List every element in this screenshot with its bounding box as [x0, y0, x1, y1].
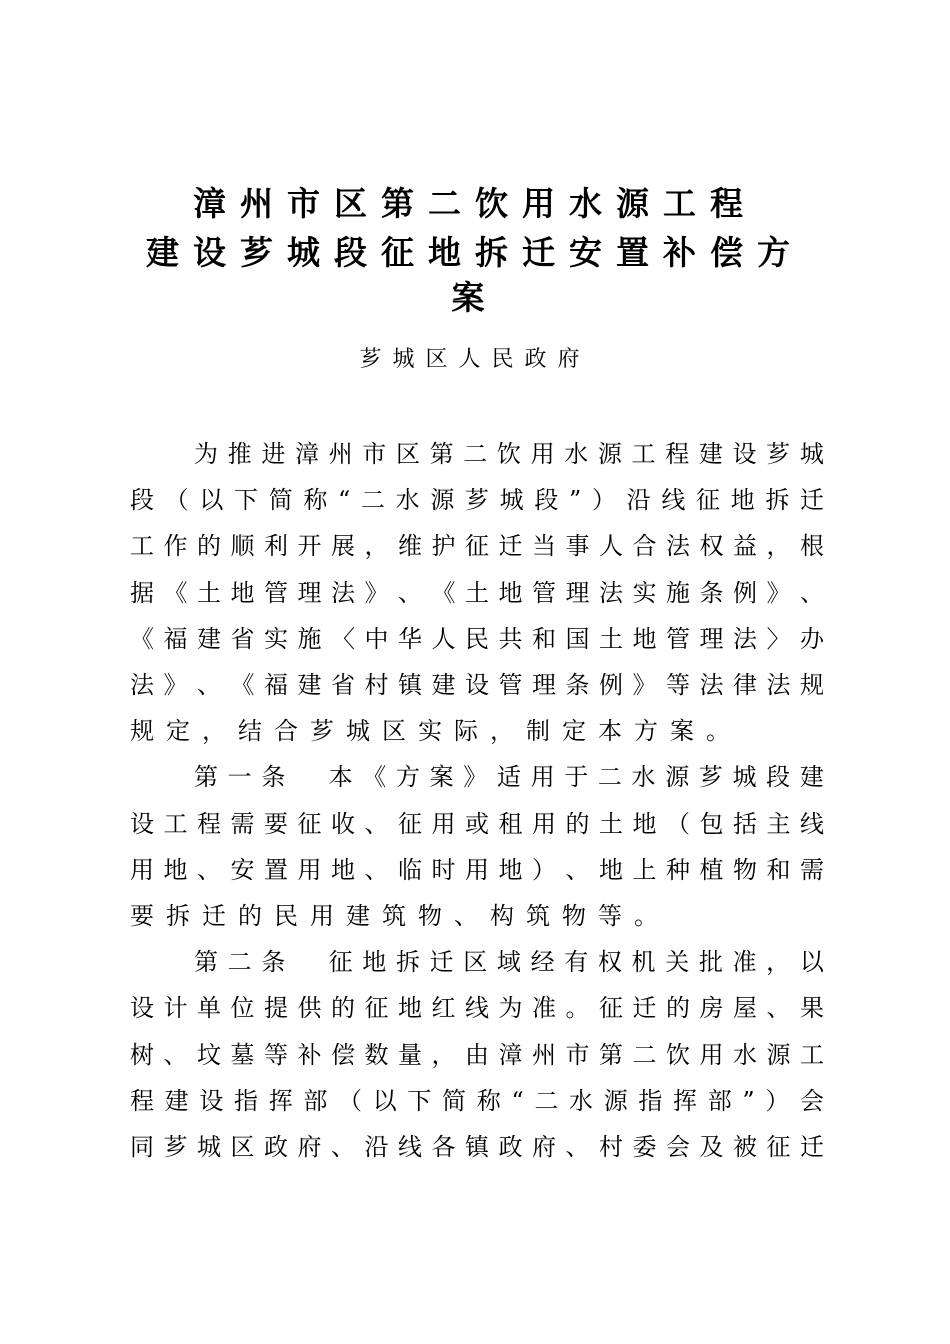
body-line: 第 二 条 征 地 拆 迁 区 域 经 有 权 机 关 批 准 ， 以: [194, 948, 824, 977]
body-line: 要 拆 迁 的 民 用 建 筑 物 、 构 筑 物 等 。: [130, 902, 658, 930]
body-line: 为 推 进 漳 州 市 区 第 二 饮 用 水 源 工 程 建 设 芗 城: [194, 440, 824, 468]
body-line: 同 芗 城 区 政 府 、 沿 线 各 镇 政 府 、 村 委 会 及 被 征 迁: [130, 1133, 824, 1161]
body-line: 设 计 单 位 提 供 的 征 地 红 线 为 准 。 征 迁 的 房 屋 、 果: [130, 994, 824, 1023]
document-title-line-2: 建设芗城段征地拆迁安置补偿方: [146, 233, 804, 272]
body-line: 设 工 程 需 要 征 收 、 征 用 或 租 用 的 土 地 （ 包 括 主 线: [130, 809, 824, 838]
body-line: 据 《 土 地 管 理 法 》 、 《 土 地 管 理 法 实 施 条 例 》 、: [130, 578, 824, 607]
body-line: 段 （ 以 下 简 称 “ 二 水 源 芗 城 段 ” ） 沿 线 征 地 拆 迁: [130, 486, 824, 515]
body-line: 用 地 、 安 置 用 地 、 临 时 用 地 ） 、 地 上 种 植 物 和 需: [130, 855, 824, 884]
body-line: 第 一 条 本 《 方 案 》 适 用 于 二 水 源 芗 城 段 建: [194, 763, 824, 792]
document-title-line-3: 案: [451, 278, 499, 317]
document-author: 芗城区人民政府: [359, 347, 591, 372]
document-title-line-1: 漳州市区第二饮用水源工程: [193, 184, 757, 223]
body-line: 规 定 ， 结 合 芗 城 区 实 际 ， 制 定 本 方 案 。: [130, 717, 730, 746]
body-line: 程 建 设 指 挥 部 （ 以 下 简 称 “ 二 水 源 指 挥 部 ” ） 会: [130, 1086, 824, 1115]
body-line: 法 》 、 《 福 建 省 村 镇 建 设 管 理 条 例 》 等 法 律 法 规: [130, 671, 824, 699]
body-line: 树 、 坟 墓 等 补 偿 数 量 ， 由 漳 州 市 第 二 饮 用 水 源 工: [130, 1040, 824, 1069]
body-line: 《 福 建 省 实 施 〈 中 华 人 民 共 和 国 土 地 管 理 法 〉 办: [130, 624, 824, 653]
body-line: 工 作 的 顺 利 开 展 ， 维 护 征 迁 当 事 人 合 法 权 益 ， 根: [130, 532, 824, 561]
